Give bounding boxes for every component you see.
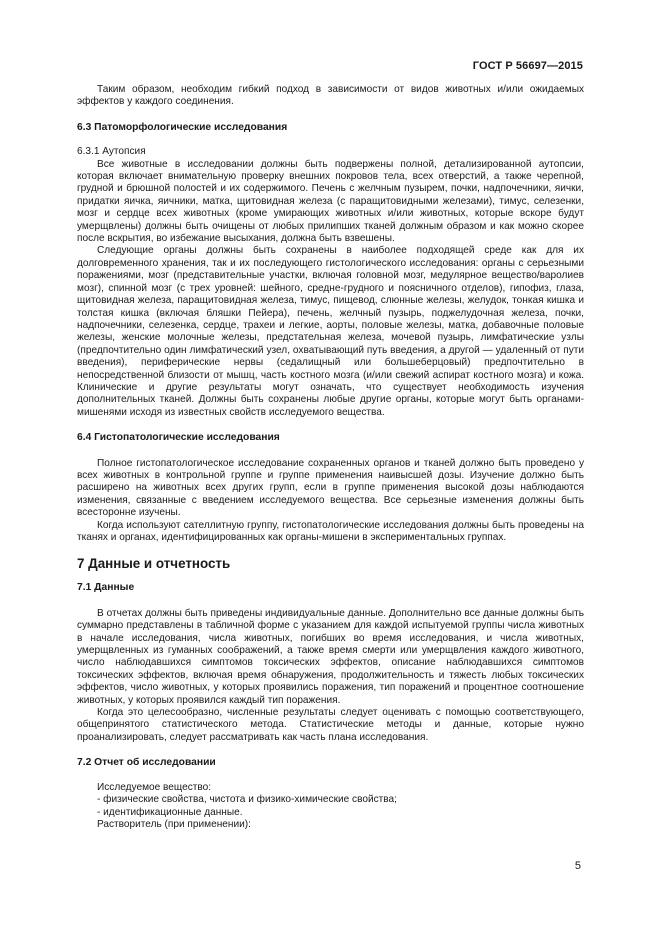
section-6-4-paragraph-2: Когда используют сателлитную группу, гистопатологические исследования должны быть проведены на тканях и органах, идентифицированных как органы-мишени в экспериментальных группах. <box>77 519 584 543</box>
section-6-3-paragraph-2: Следующие органы должны быть сохранены в наиболее подходящей среде как для их долговременного хранения, так и их последующего гистологического исследования: органы с серьезными поражениями, мозг (представительные участки, включая головной мозг, медулярное вещество/варолиев мозг), спинной мозг (с трех уровней: шейного, средне-грудного и поясничного отделов), гипофиз, глаза, щитовидная железа, паращитовидная железа, тимус, пищевод, слюнные железы, желудок, тонкая кишка и толстая кишка (включая бляшки Пейера), печень, желчный пузырь, поджелудочная железа, почки, надпочечники, селезенка, сердце, трахеи и легкие, аорты, половые железы, матка, добавочные половые железы, женские молочные железы, предстательная железа, мочевой пузырь, лимфатические узлы (предпочтительно один лимфатический узел, охватывающий путь введения, а другой — удаленный от пути введения), периферические нервы (седалищный или большеберцовый) предпочтительно в непосредственной близости от мышц, часть костного мозга (и/или свежий аспират костного мозга) и кожа. Клинические и другие результаты могут означать, что существует необходимость изучения дополнительных тканей. Должны быть сохранены любые другие органы, которые могут быть органами-мишенями исходя из известных свойств исследуемого вещества. <box>77 245 584 418</box>
subsection-6-3-1-title: 6.3.1 Аутопсия <box>77 146 146 158</box>
section-7-2-title: 7.2 Отчет об исследовании <box>77 757 216 769</box>
section-6-3-paragraph-1: Все животные в исследовании должны быть подвержены полной, детализированной аутопсии, которая включает внимательную проверку внешних покровов тела, всех отверстий, а также черепной, грудной и брюшной полостей и их содержимого. Печень с желчным пузырем, почки, надпочечники, яички, придатки яичка, яичники, матка, щитовидная железа (с паращитовидными железами), тимус, селезенки, мозг и сердце всех животных (кроме умирающих животных и/или животных, которые вскоре будут умерщвлены) должны быть очищены от любых прилипших тканей должным образом и как можно скорее после вскрытия, во избежание высыхания, должна быть взвешены. <box>77 158 584 245</box>
section-6-3-title: 6.3 Патоморфологические исследования <box>77 121 288 133</box>
section-6-4-title: 6.4 Гистопатологические исследования <box>77 432 280 444</box>
page-content <box>77 84 584 831</box>
report-list-item: Растворитель (при применении): <box>97 818 251 830</box>
report-list-item: Исследуемое вещество: <box>97 781 212 793</box>
page-number: 5 <box>574 860 581 872</box>
report-list-item: - физические свойства, чистота и физико-химические свойства; <box>97 794 397 806</box>
intro-paragraph: Таким образом, необходим гибкий подход в зависимости от видов животных и/или ожидаемых эффектов у каждого соединения. <box>77 84 584 108</box>
section-7-1-title: 7.1 Данные <box>77 582 135 594</box>
section-6-4-paragraph-1: Полное гистопатологическое исследование сохраненных органов и тканей должно быть проведено у всех животных в контрольной группе и группе применения наивысшей дозы. Изучение должно быть расширено на животных всех других групп, если в группе применения высокой дозы наблюдаются изменения, связанные с введением исследуемого вещества. Все серьезные изменения должны быть всесторонне изучены. <box>77 457 584 519</box>
section-7-1-paragraph-2: Когда это целесообразно, численные результаты следует оценивать с помощью соответствующего, общепринятого статистического метода. Статистические методы и данные, которые нужно проанализировать, следует рассматривать как часть плана исследования. <box>77 707 584 743</box>
section-7-title: 7 Данные и отчетность <box>77 556 231 572</box>
section-7-1-paragraph-1: В отчетах должны быть приведены индивидуальные данные. Дополнительно все данные должны быть суммарно представлены в табличной форме с указанием для каждой испытуемой группы числа животных в начале исследования, числа животных, погибших во время исследования, и числа животных, умерщвленных из гуманных соображений, а также время смерти или умерщвления каждого животного, число наблюдавшихся симптомов токсических эффектов, описание наблюдавшихся симптомов токсических эффектов, включая время обнаружения, продолжительность и тяжесть любых токсических эффектов, число животных, у которых проявились поражения, тип поражений и процентное соотношение животных, у которых проявился каждый тип поражения. <box>77 607 584 706</box>
standard-header: ГОСТ Р 56697—2015 <box>472 60 583 72</box>
report-list-item: - идентификационные данные. <box>97 806 243 818</box>
